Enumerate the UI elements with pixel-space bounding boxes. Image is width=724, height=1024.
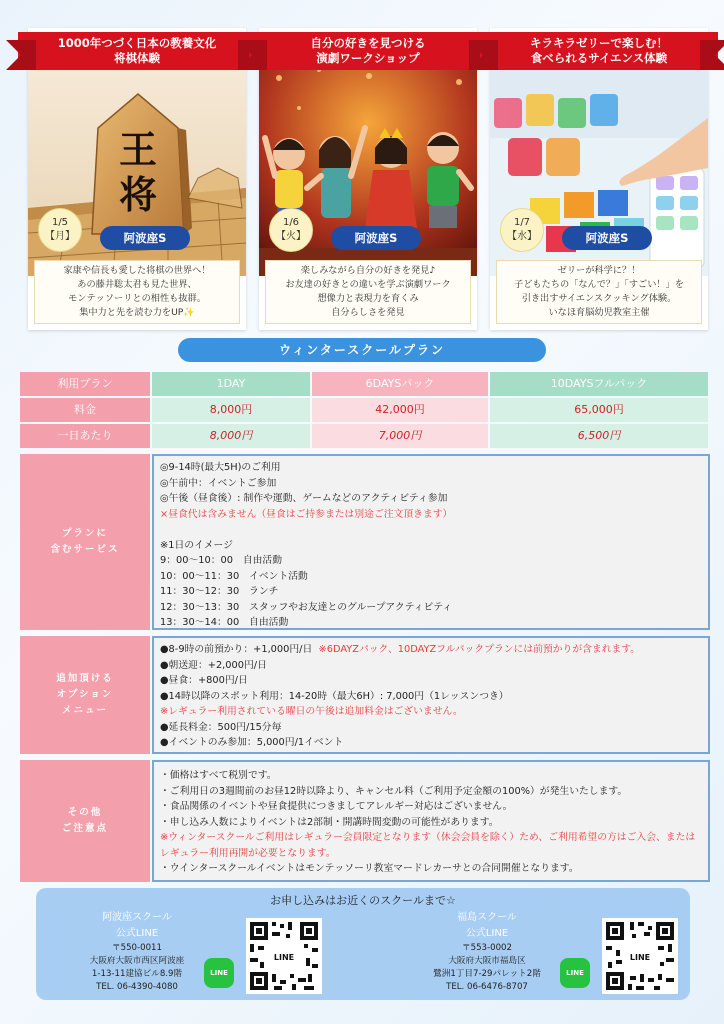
service-line: ◎午前中：イベントご参加 [160,477,277,489]
note-line: ・ご利用日の3週間前のお昼12時以降より、キャンセル料（ご利用予定金額の100%）が発生いたします。 [160,785,628,797]
event-title-line1: 自分の好きを見つける [310,36,426,50]
line-app-icon[interactable]: LINE [560,958,590,988]
section-label-line: 追加頂ける [56,673,114,684]
event-ribbon [480,32,718,70]
option-line: ※レギュラー利用されている曜日の午後は追加料金はございません。 [160,706,463,717]
event-date-day: 1/7 [513,217,531,228]
service-line: 11：30〜12：30 ランチ [160,586,279,597]
event-desc-line: 想像力と表現力を育くみ [317,293,419,304]
section-label [20,454,150,630]
school-postal: 〒550-0011 [112,943,162,953]
event-title-line1: 1000年つづく日本の教養文化 [57,36,217,50]
section-label-line: オプション [56,689,114,700]
option-line: ●14時以降のスポット利用：14-20時（最大6H）: 7,000円（1レッスンつき） [160,690,509,702]
row-label: 利用プラン [20,372,150,396]
section-label-line: メニュー [61,705,108,716]
section-label-line: ご注意点 [61,823,108,834]
event-desc-line: 家康や信長も愛した将棋の世界へ！ [63,265,211,276]
note-line: ・ウインタースクールイベントはモンテッソーリ教室マードレカーサとの合同開催となります。 [160,863,579,874]
option-line: ●延長料金：500円/15分毎 [160,721,282,733]
event-desc-line: 楽しみながら自分の好きを発見♪ [300,265,436,276]
event-desc-line: お友達の好きとの違いを学ぶ演劇ワーク [285,279,451,290]
event-date-weekday: 【火】 [276,231,306,242]
note-line: ・価格はすべて税別です。 [160,770,277,781]
event-ribbon [18,32,256,70]
note-line: ※ウィンタースクールご利用はレギュラー会員限定となります（休会会員を除く）ため、ご利用希望の方はご入会、またはレギュラー利用再開が必要となります。 [160,832,696,859]
section-label-line: プランに [61,528,108,539]
plan-per-day: 6,500円 [490,424,708,448]
event-title-line2: 演劇ワークショップ [316,51,420,65]
option-note: ※6DAYZパック、10DAYZフルパックプランには前預かりが含まれます。 [318,644,641,655]
section-body [152,760,710,882]
option-line: ●朝送迎：+2,000円/日 [160,659,267,671]
contact-title: お申し込みはお近くのスクールまで☆ [270,894,456,907]
school-awaza [62,910,212,994]
option-line: ●イベントのみ参加：5,000円/1イベント [160,737,344,748]
section-body [152,454,710,630]
event-venue-badge: 阿波座S [331,226,421,250]
service-line [160,522,702,538]
school-name: 阿波座スクール [102,912,172,923]
event-description [265,260,471,324]
section-body [152,636,710,754]
service-line: ×昼食代は含みません（昼食はご持参または別途ご注文頂きます） [160,508,453,520]
event-desc-line: 引き出すサイエンスクッキング体験。 [521,293,677,304]
svg-text:将: 将 [118,172,158,217]
event-desc-line: 集中力と先を読む力をUP✨ [79,307,195,318]
contact-panel [36,888,690,1000]
plan-name: 10DAYSフルパック [490,372,708,396]
event-description [496,260,702,324]
service-line: 9：00〜10：00 自由活動 [160,555,283,566]
row-label: 料金 [20,398,150,422]
services-section [20,454,710,630]
qr-center-label: LINE [273,953,295,962]
school-tel: TEL. 06-4390-4080 [96,982,178,992]
section-label-line: その他 [67,807,103,818]
event-title-line1: キラキラゼリーで楽しむ！ [530,36,668,50]
event-venue-badge: 阿波座S [562,226,652,250]
qr-code-awaza[interactable] [246,918,322,994]
school-tel: TEL. 06-6476-8707 [446,982,528,992]
service-line: 10：00〜11：30 イベント活動 [160,570,308,582]
school-fukushima [412,910,562,994]
plan-name: 1DAY [152,372,310,396]
school-postal: 〒553-0002 [462,943,512,953]
note-line: ・申し込み人数によりイベントは2部制・開講時間変動の可能性があります。 [160,816,499,828]
school-name: 福島スクール [457,912,517,923]
option-line [160,642,702,658]
school-address: 大阪府大阪市福島区 [448,956,526,966]
svg-text:王: 王 [118,127,158,172]
plan-price: 8,000円 [152,398,310,422]
event-description [34,260,240,324]
school-address: 大阪府大阪市西区阿波座 [89,956,185,966]
plan-per-day: 8,000円 [152,424,310,448]
plan-price: 42,000円 [312,398,488,422]
section-label [20,760,150,882]
service-line: ◎9-14時(最大5H)のご利用 [160,462,281,473]
qr-center-label: LINE [629,953,651,962]
school-line-label: 公式LINE [115,928,159,939]
plan-table [20,372,710,450]
notes-section [20,760,710,882]
section-label-line: 含むサービス [50,544,120,555]
event-date-weekday: 【水】 [507,231,537,242]
event-desc-line: ゼリーが科学に？！ [557,265,641,276]
event-desc-line: あの藤井聡太君も見た世界、 [77,279,197,290]
event-desc-line: 子どもたちの「なんで？」「すごい！」を [514,279,684,290]
school-address: 1-13-11建協ビル8.9階 [91,969,183,979]
option-main: ●8-9時の前預かり：+1,000円/日 [160,644,313,655]
plan-per-day: 7,000円 [312,424,488,448]
service-line: ◎午後（昼食後）: 制作や運動、ゲームなどのアクティビティ参加 [160,493,448,504]
event-card-shogi [28,28,246,330]
event-title-line2: 食べられるサイエンス体験 [530,51,668,65]
note-line: ・食品関係のイベントや昼食提供につきましてアレルギー対応はございません。 [160,801,513,812]
event-date-day: 1/5 [51,217,69,228]
plan-price: 65,000円 [490,398,708,422]
event-date-badge [38,208,82,252]
options-section [20,636,710,754]
plan-row-per-day [20,424,710,448]
event-ribbon [249,32,487,70]
event-cards [28,28,708,330]
row-label: 一日あたり [20,424,150,448]
plan-name: 6DAYSパック [312,372,488,396]
plan-row-names [20,372,710,396]
event-desc-line: 自分らしさを発見 [331,307,405,318]
event-date-badge [269,208,313,252]
school-line-label: 公式LINE [465,928,509,939]
event-title-line2: 将棋体験 [114,51,160,65]
event-date-badge [500,208,544,252]
service-line: 13：30〜14：00 自由活動 [160,617,289,628]
event-desc-line: いなほ育脳幼児教室主催 [548,307,650,318]
event-card-drama [259,28,477,330]
service-line: 12：30〜13：30 スタッフやお友達とのグループアクティビティ [160,601,453,613]
option-line: ●昼食：+800円/日 [160,675,248,686]
event-venue-badge: 阿波座S [100,226,190,250]
section-label [20,636,150,754]
event-date-weekday: 【月】 [45,231,75,242]
plan-header: ウィンタースクールプラン [178,338,546,362]
service-line: ※1日のイメージ [160,539,233,551]
plan-row-price [20,398,710,422]
qr-code-fukushima[interactable] [602,918,678,994]
event-date-day: 1/6 [282,217,300,228]
line-app-icon[interactable]: LINE [204,958,234,988]
school-address: 鷺洲1丁目7-29パレット2階 [433,969,541,979]
event-card-science [490,28,708,330]
event-desc-line: モンテッソーリとの相性も抜群。 [68,293,206,304]
